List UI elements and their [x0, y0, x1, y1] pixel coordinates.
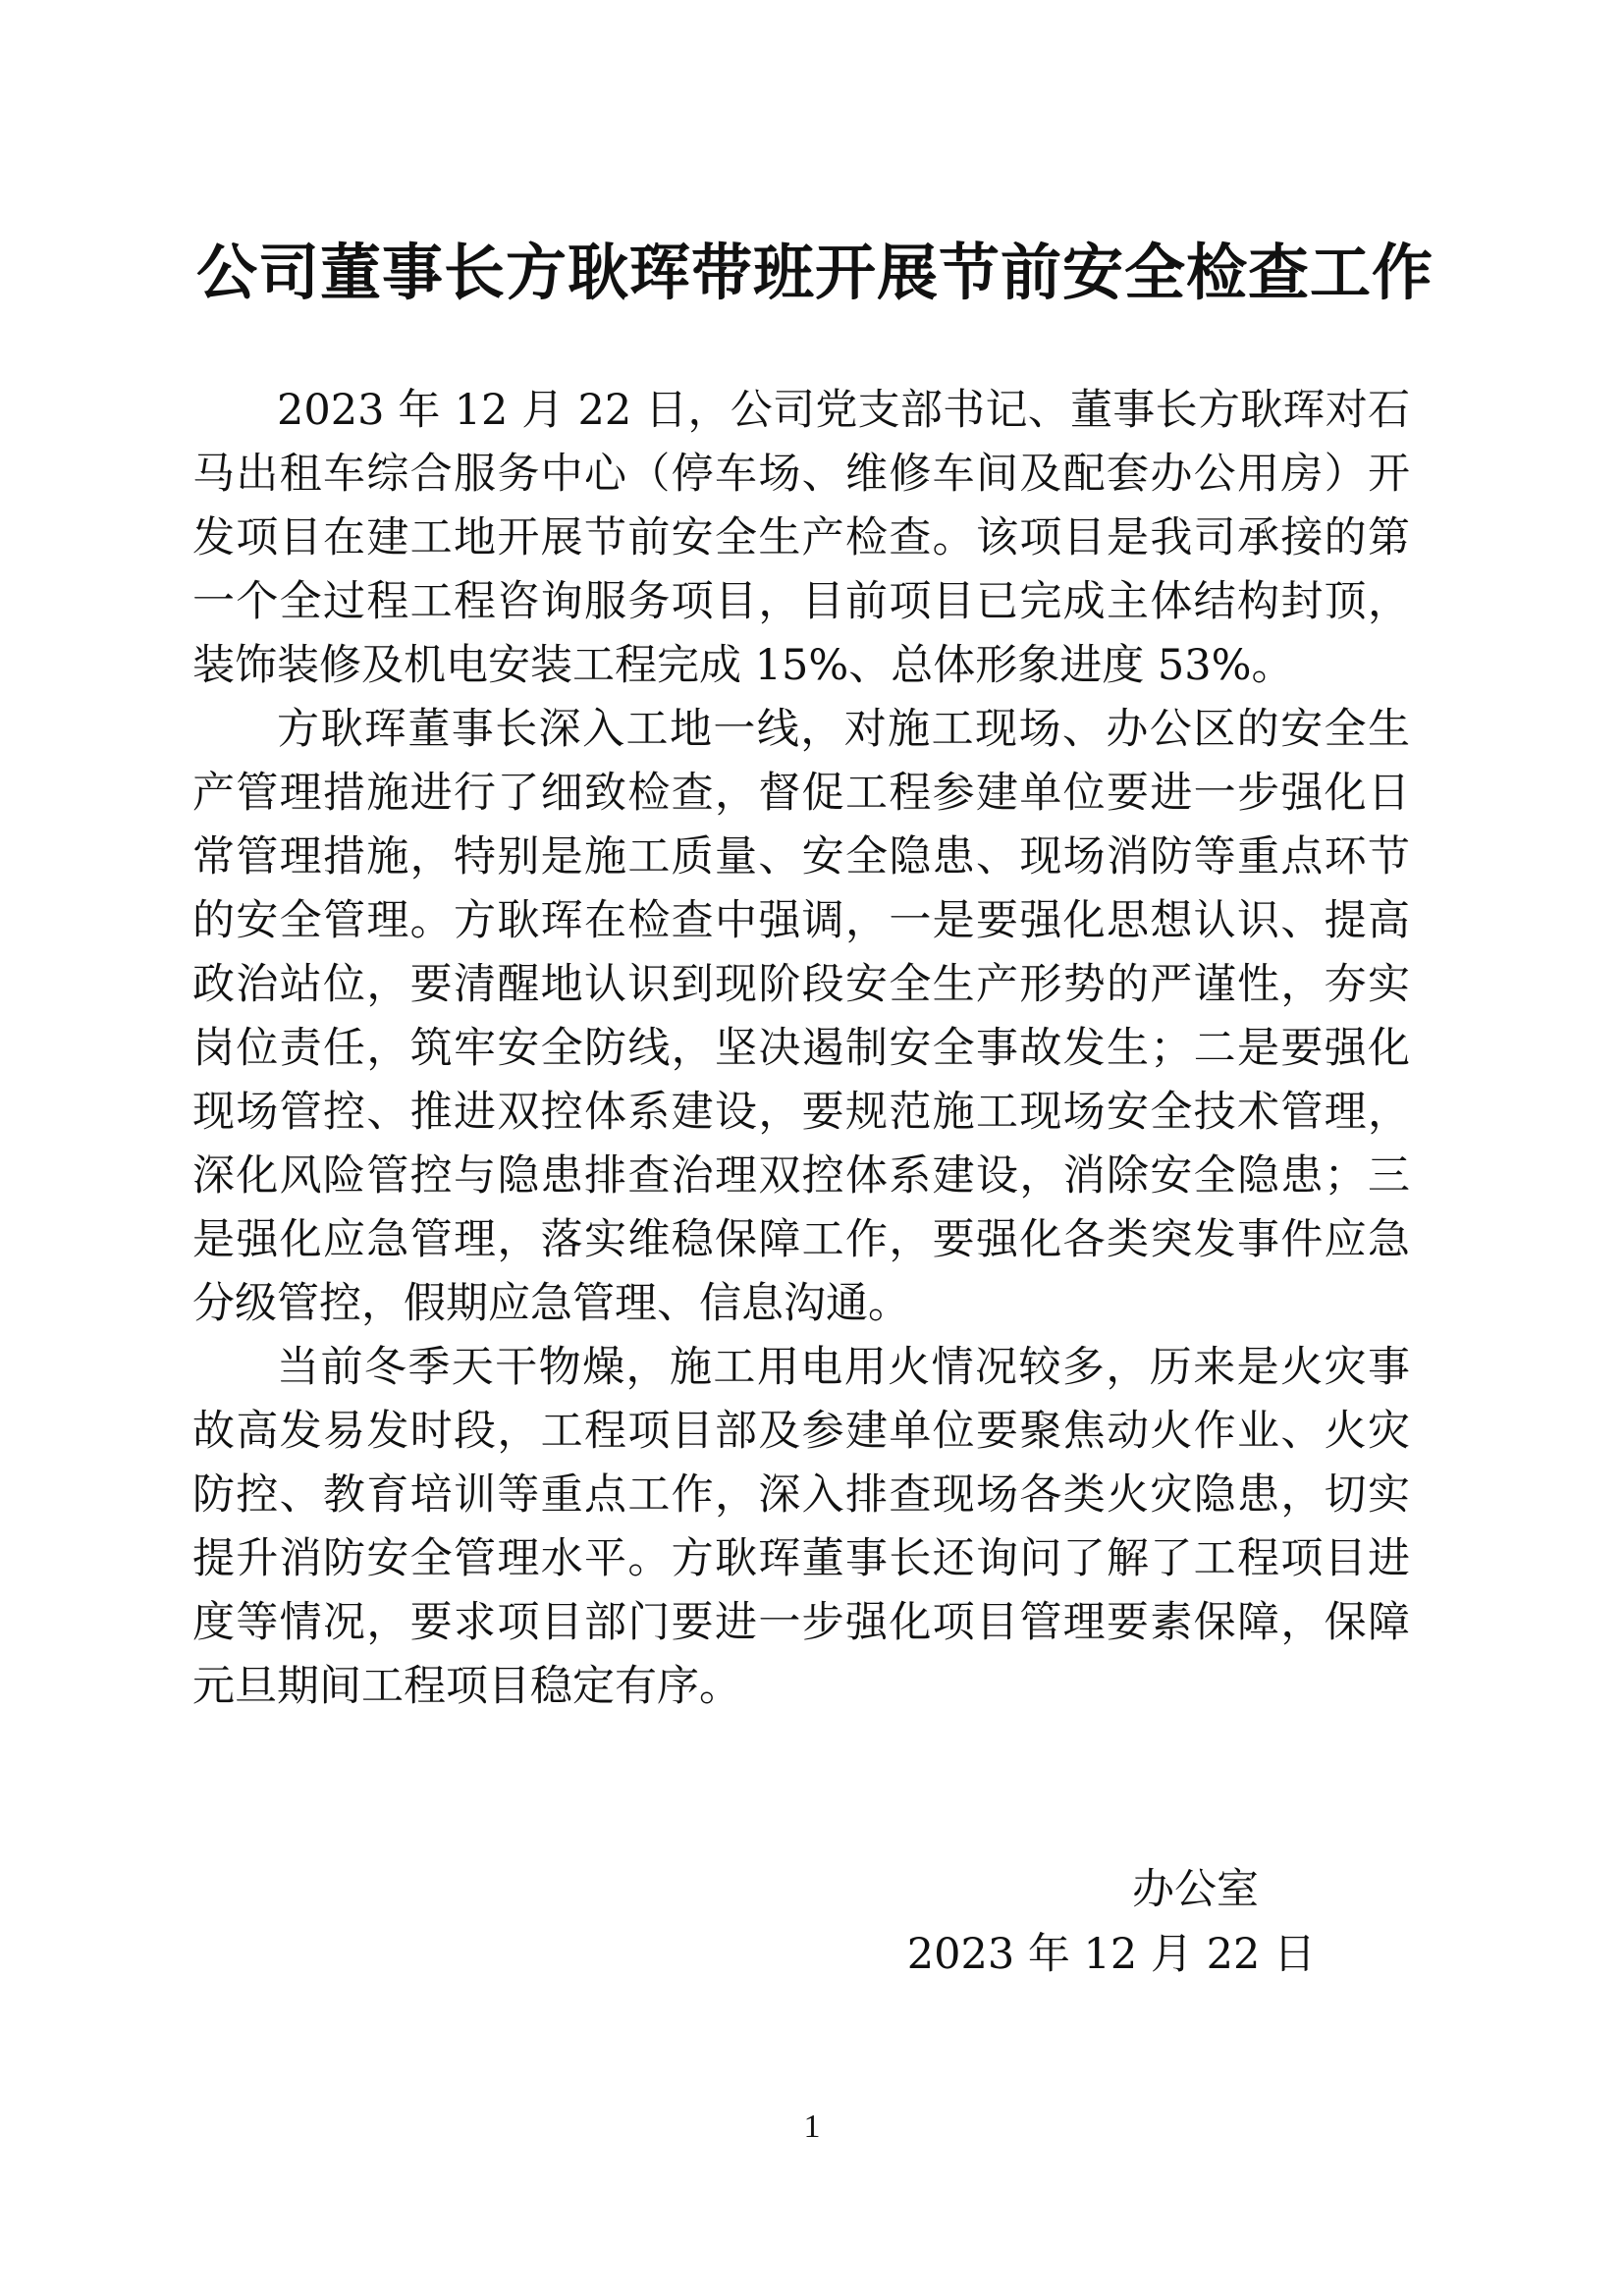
signature-department: 办公室 [1132, 1865, 1259, 1914]
body-paragraph-2: 方耿珲董事长深入工地一线，对施工现场、办公区的安全生产管理措施进行了细致检查，督促工程参建单位要进一步强化日常管理措施，特别是施工质量、安全隐患、现场消防等重点环节的安全管理。方耿珲在检查中强调，一是要强化思想认识、提高政治站位，要清醒地认识到现阶段安全生产形势的严谨性，夯实岗位责任，筑牢安全防线，坚决遏制安全事故发生；二是要强化现场管控、推进双控体系建设，要规范施工现场安全技术管理，深化风险管控与隐患排查治理双控体系建设，消除安全隐患；三是强化应急管理，落实维稳保障工作，要强化各类突发事件应急分级管控，假期应急管理、信息沟通。 [192, 705, 1410, 1328]
document-title: 公司董事长方耿珲带班开展节前安全检查工作 [196, 237, 1435, 308]
page-number: 1 [803, 2109, 821, 2145]
document-body [192, 379, 1410, 1719]
body-paragraph-3: 当前冬季天干物燥，施工用电用火情况较多，历来是火灾事故高发易发时段，工程项目部及参建单位要聚焦动火作业、火灾防控、教育培训等重点工作，深入排查现场各类火灾隐患，切实提升消防安全管理水平。方耿珲董事长还询问了解了工程项目进度等情况，要求项目部门要进一步强化项目管理要素保障，保障元旦期间工程项目稳定有序。 [192, 1343, 1410, 1711]
signature-date: 2023 年 12 月 22 日 [906, 1930, 1316, 1979]
signature-block [884, 1857, 1316, 1987]
body-paragraph-1: 2023 年 12 月 22 日，公司党支部书记、董事长方耿珲对石马出租车综合服务中心（停车场、维修车间及配套办公用房）开发项目在建工地开展节前安全生产检查。该项目是我司承接的第一个全过程工程咨询服务项目，目前项目已完成主体结构封顶，装饰装修及机电安装工程完成 15%、总体形象进度 53%。 [192, 386, 1410, 690]
